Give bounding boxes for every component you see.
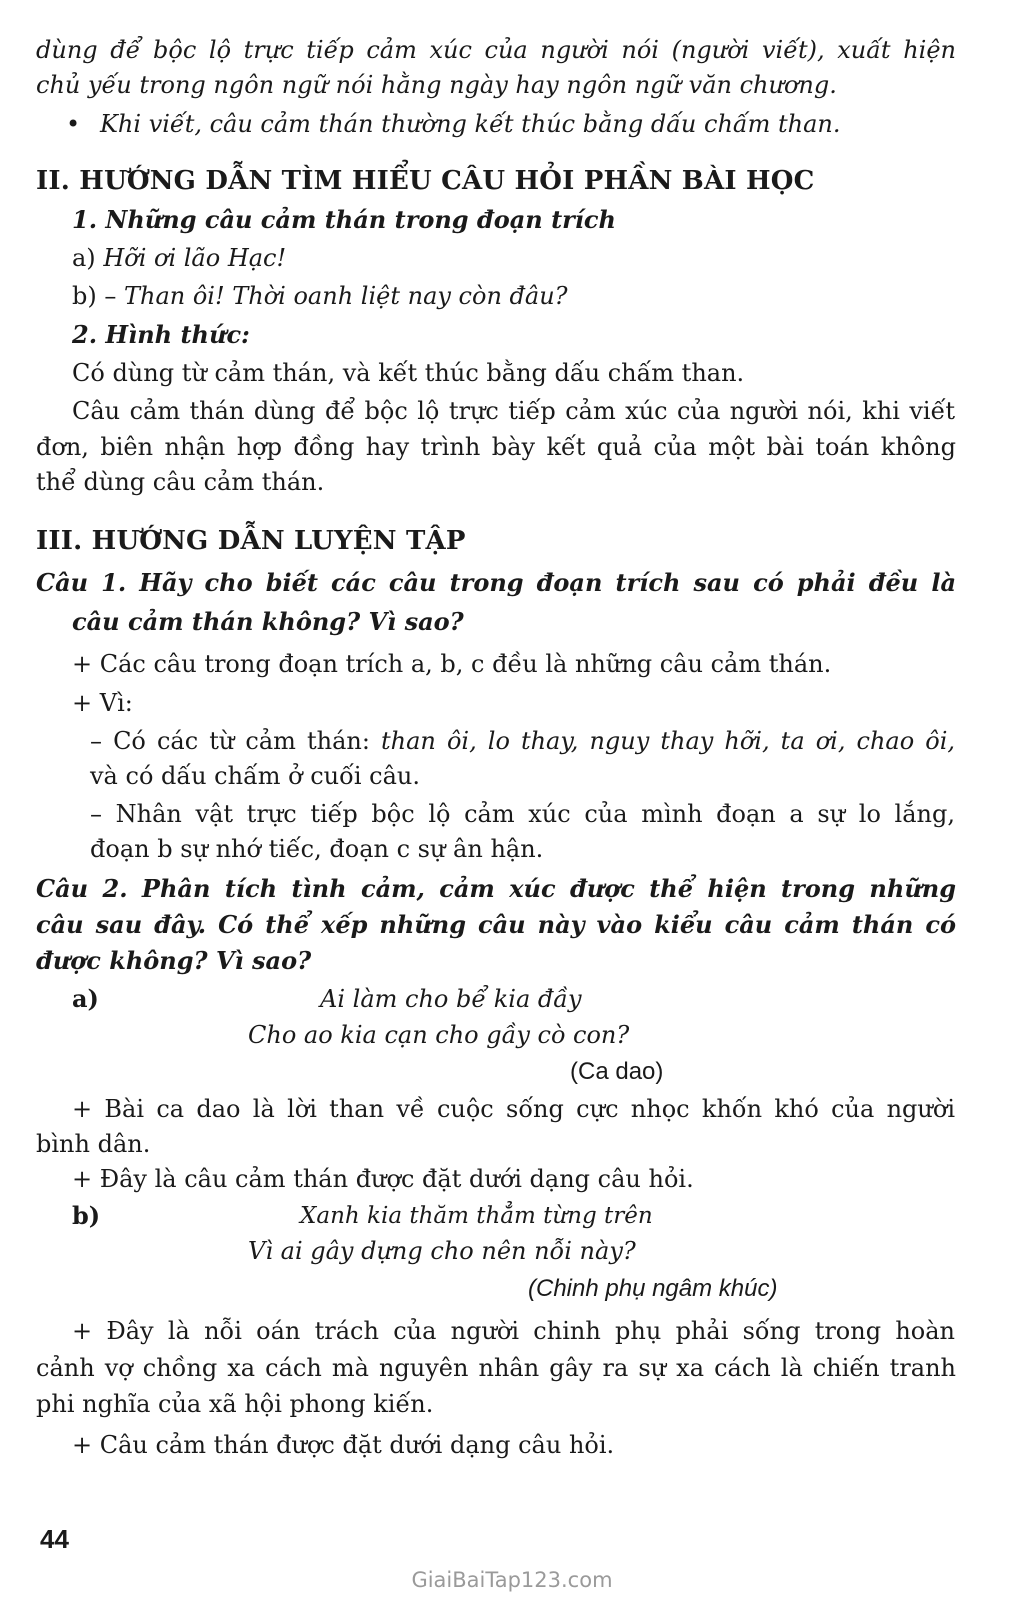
answer-prefix: – Có các từ cảm thán:	[90, 727, 381, 755]
bullet-icon: •	[66, 110, 81, 138]
poem-b-answer-1-line-2: cảnh vợ chồng xa cách mà nguyên nhân gây ra sự xa cách là chiến tranh	[36, 1354, 956, 1382]
question-2-line-2: câu sau đây. Có thể xếp những câu này vào kiểu câu cảm thán có	[36, 910, 956, 939]
poem-b-line-1: Xanh kia thăm thẳm từng trên	[300, 1203, 653, 1229]
section-3-heading: III. HƯỚNG DẪN LUYỆN TẬP	[36, 526, 466, 556]
section-2-item-b	[72, 281, 568, 311]
intro-line-2: chủ yếu trong ngôn ngữ nói hằng ngày hay ngôn ngữ văn chương.	[36, 71, 837, 99]
poem-b-source: (Chinh phụ ngâm khúc)	[528, 1275, 778, 1302]
poem-a-label: a)	[72, 984, 99, 1013]
poem-b-line-2: Vì ai gây dựng cho nên nỗi này?	[248, 1237, 636, 1265]
item-label: a)	[72, 244, 96, 272]
poem-a-source: (Ca dao)	[570, 1058, 664, 1085]
section-2-item-a	[72, 243, 286, 273]
question-1-answer-3-line-1	[90, 726, 955, 756]
bullet-text: Khi viết, câu cảm thán thường kết thúc bằng dấu chấm than.	[100, 110, 841, 138]
poem-b-label: b)	[72, 1201, 101, 1230]
question-1-answer-2: + Vì:	[72, 689, 133, 717]
poem-a-answer-1-line-2: bình dân.	[36, 1130, 151, 1158]
poem-a-answer-1-line-1: + Bài ca dao là lời than về cuộc sống cực nhọc khốn khó của người	[72, 1095, 955, 1123]
section-2-paragraph-1: Có dùng từ cảm thán, và kết thúc bằng dấu chấm than.	[72, 359, 745, 387]
question-2-line-3: được không? Vì sao?	[36, 946, 312, 975]
question-2-line-1: Câu 2. Phân tích tình cảm, cảm xúc được thể hiện trong những	[36, 874, 956, 903]
question-1-answer-3-line-2: và có dấu chấm ở cuối câu.	[90, 762, 420, 790]
section-2-paragraph-2-line-3: thể dùng câu cảm thán.	[36, 468, 325, 496]
watermark: GiaiBaiTap123.com	[411, 1568, 613, 1592]
poem-a-line-1: Ai làm cho bể kia đầy	[320, 985, 582, 1013]
section-2-subheading-2: 2. Hình thức:	[72, 320, 250, 349]
section-2-paragraph-2-line-1: Câu cảm thán dùng để bộc lộ trực tiếp cảm xúc của người nói, khi viết	[72, 397, 955, 425]
section-2-subheading-1: 1. Những câu cảm thán trong đoạn trích	[72, 205, 616, 234]
intro-bullet	[66, 109, 841, 139]
question-1-line-1: Câu 1. Hãy cho biết các câu trong đoạn trích sau có phải đều là	[36, 568, 956, 597]
intro-line-1: dùng để bộc lộ trực tiếp cảm xúc của người nói (người viết), xuất hiện	[36, 36, 956, 64]
question-1-answer-4-line-2: đoạn b sự nhớ tiếc, đoạn c sự ân hận.	[90, 835, 544, 863]
poem-a-line-2: Cho ao kia cạn cho gầy cò con?	[248, 1021, 630, 1049]
poem-a-answer-2: + Đây là câu cảm thán được đặt dưới dạng câu hỏi.	[72, 1165, 694, 1193]
item-text: Hỡi ơi lão Hạc!	[103, 244, 287, 272]
question-1-answer-1: + Các câu trong đoạn trích a, b, c đều là những câu cảm thán.	[72, 650, 832, 678]
answer-words: than ôi, lo thay, nguy thay hỡi, ta ơi, chao ôi,	[381, 727, 956, 755]
item-label: b) –	[72, 282, 117, 310]
page-number: 44	[40, 1524, 69, 1554]
poem-b-answer-2: + Câu cảm thán được đặt dưới dạng câu hỏi.	[72, 1431, 615, 1459]
section-2-heading: II. HƯỚNG DẪN TÌM HIỂU CÂU HỎI PHẦN BÀI HỌC	[36, 166, 815, 196]
poem-b-answer-1-line-3: phi nghĩa của xã hội phong kiến.	[36, 1390, 434, 1418]
poem-b-answer-1-line-1: + Đây là nỗi oán trách của người chinh phụ phải sống trong hoàn	[72, 1317, 955, 1345]
question-1-answer-4-line-1: – Nhân vật trực tiếp bộc lộ cảm xúc của mình đoạn a sự lo lắng,	[90, 800, 955, 828]
question-1-line-2: câu cảm thán không? Vì sao?	[72, 607, 464, 636]
section-2-paragraph-2-line-2: đơn, biên nhận hợp đồng hay trình bày kết quả của một bài toán không	[36, 433, 956, 461]
item-text: Than ôi! Thời oanh liệt nay còn đâu?	[124, 282, 568, 310]
